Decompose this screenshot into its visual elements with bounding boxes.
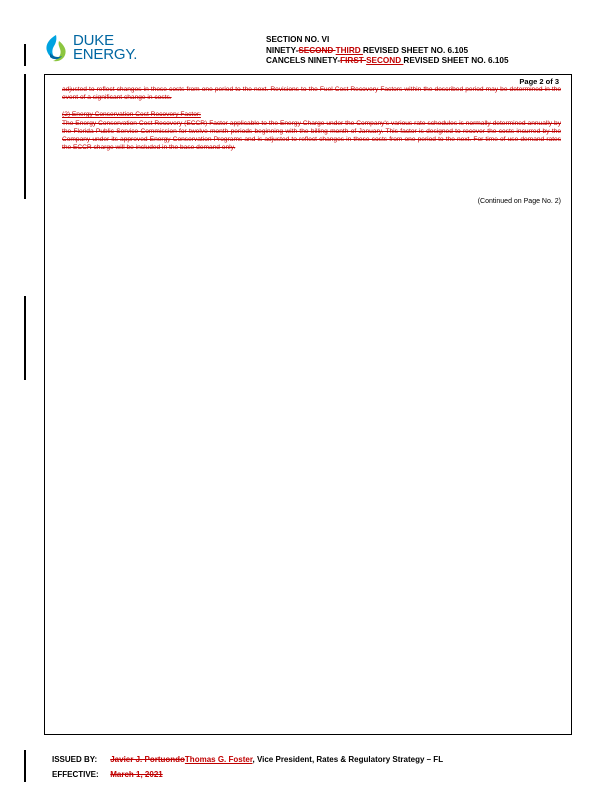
revised-sheet-line <box>266 46 509 57</box>
change-bar-top <box>24 44 26 66</box>
heading-energy-conservation: (2) Energy Conservation Cost Recovery Factor: <box>62 111 201 119</box>
cancels-deleted: FIRST <box>340 56 367 65</box>
cancels-prefix: CANCELS NINETY- <box>266 56 341 65</box>
continued-note: (Continued on Page No. 2) <box>477 198 561 205</box>
issued-by-line <box>52 755 443 764</box>
cancels-sheet-line <box>266 56 509 67</box>
paragraph-energy-conservation: The Energy Conservation Cost Recovery (ECCR) Factor applicable to the Energy Charge under the Company's various rate schedules is normally determined annually by the Florida Public Service Commission for twelve-month periods beginning with the billing month of January. This factor is designed to recover the costs incurred by the Company under its approved Energy Conservation Programs and is adjusted to reflect changes in these costs from one period to the next. For time of use demand rates the ECCR charge will be included in the base demand only. <box>62 119 561 152</box>
issued-by-title: , Vice President, Rates & Regulatory Strategy – FL <box>252 755 444 764</box>
effective-line <box>52 770 163 779</box>
page-frame <box>44 74 572 735</box>
sheet-header <box>266 35 509 67</box>
duke-energy-logo <box>40 33 150 67</box>
cancels-suffix: REVISED SHEET NO. 6.105 <box>403 56 509 65</box>
issued-by-deleted: Javier J. Portuondo <box>110 755 185 764</box>
cancels-inserted: SECOND <box>366 56 404 65</box>
change-bar-upper <box>24 74 26 199</box>
logo-line-1: DUKE <box>73 32 114 49</box>
revised-inserted: THIRD <box>335 45 363 55</box>
section-number: SECTION NO. VI <box>266 35 330 44</box>
revised-deleted: SECOND <box>298 45 336 55</box>
logo-flame-icon <box>40 33 72 65</box>
logo-line-2: ENERGY. <box>73 46 138 63</box>
paragraph-fuel-cost-continued: adjusted to reflect changes in these costs from one period to the next. Revisions to the Fuel Cost Recovery Factors within the described period may be determined in the event of a significant change in costs. <box>62 86 561 102</box>
page-number: Page 2 of 3 <box>519 77 559 86</box>
revised-suffix: REVISED SHEET NO. 6.105 <box>362 45 469 55</box>
effective-deleted: March 1, 2021 <box>110 770 163 779</box>
change-bar-bottom <box>24 750 26 782</box>
revised-prefix: NINETY- <box>266 45 299 55</box>
issued-by-label: ISSUED BY: <box>52 755 98 764</box>
logo-wordmark <box>73 34 137 62</box>
change-bar-middle <box>24 296 26 380</box>
effective-label: EFFECTIVE: <box>52 770 99 779</box>
issued-by-inserted: Thomas G. Foster <box>184 755 253 764</box>
page-content <box>62 86 561 152</box>
